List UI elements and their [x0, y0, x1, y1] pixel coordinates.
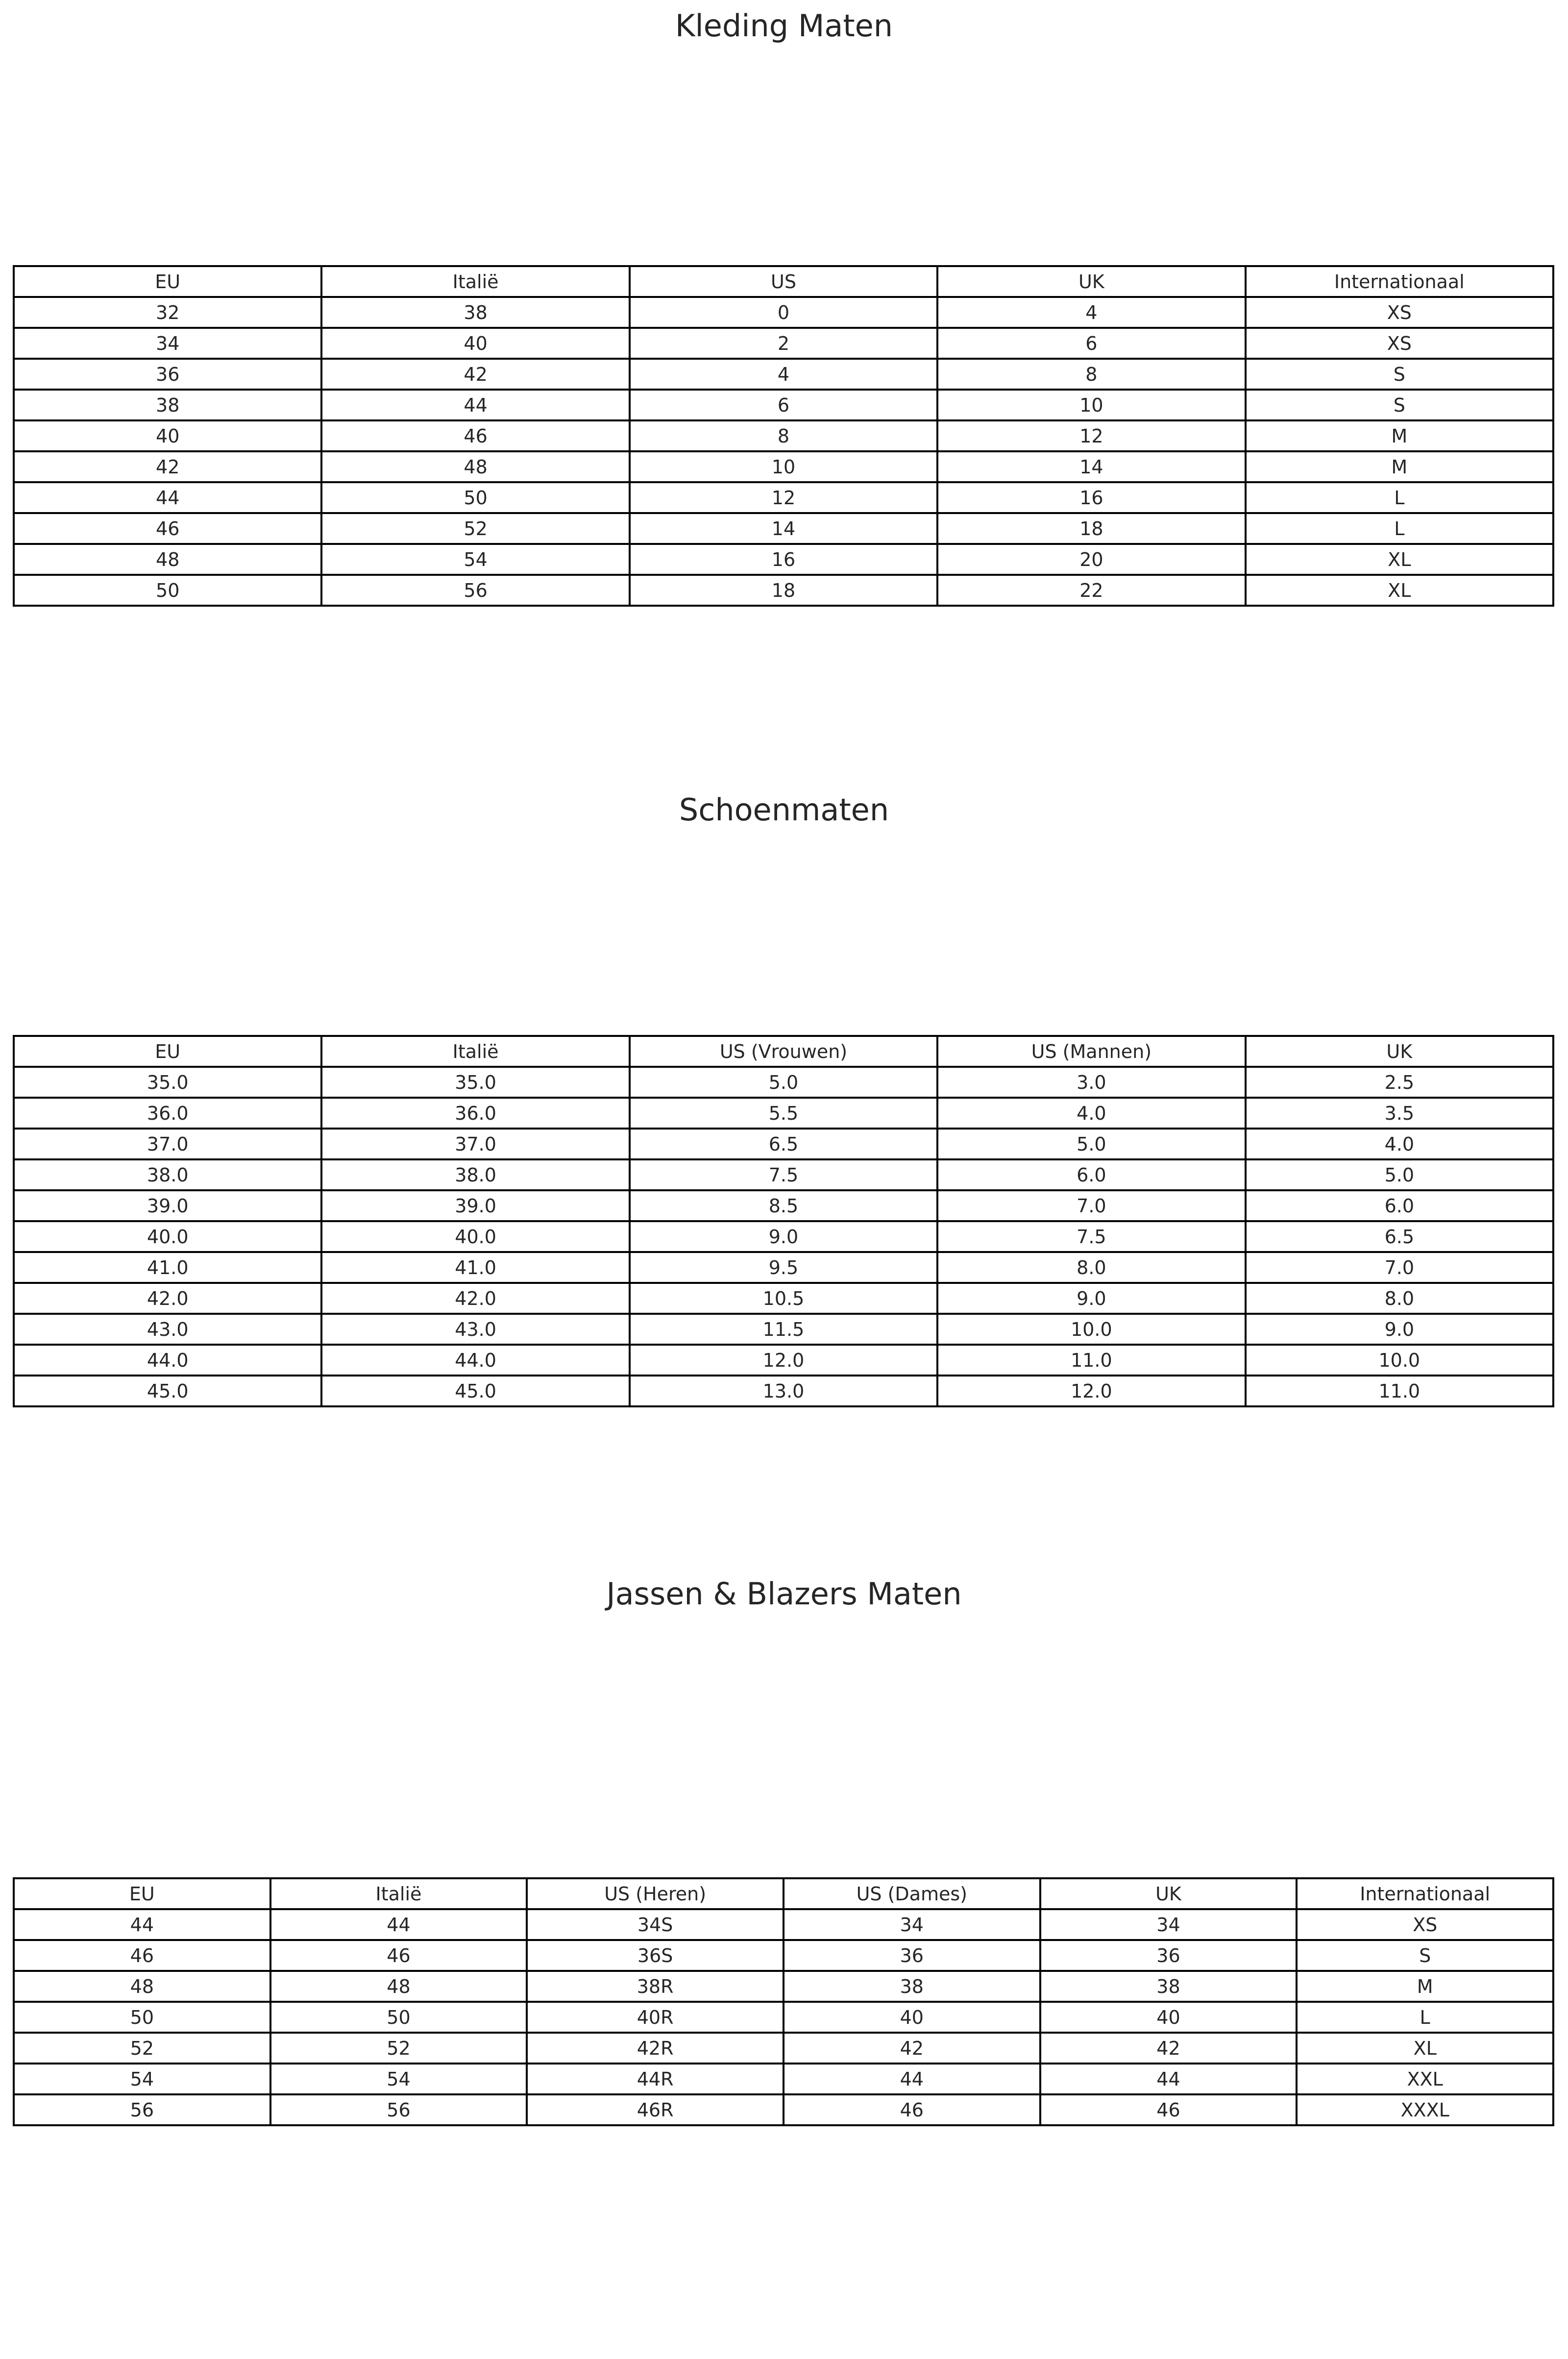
table-cell: 7.0	[937, 1190, 1245, 1221]
table-cell: 38	[14, 390, 321, 420]
table-cell: 37.0	[14, 1129, 321, 1159]
table-cell: 9.5	[630, 1252, 937, 1283]
table-row	[14, 2094, 1553, 2125]
table-row	[14, 2064, 1553, 2094]
table-cell: 41.0	[321, 1252, 629, 1283]
table-cell: 6.5	[1246, 1221, 1553, 1252]
table-row	[14, 1252, 1553, 1283]
table-cell: 50	[270, 2002, 527, 2033]
table-cell: 35.0	[321, 1067, 629, 1098]
clothing-table-header	[14, 266, 1553, 297]
table-cell: 39.0	[14, 1190, 321, 1221]
table-cell: 42R	[527, 2033, 784, 2064]
table-row	[14, 1221, 1553, 1252]
column-header: Internationaal	[1297, 1878, 1553, 1909]
table-cell: 34	[784, 1909, 1040, 1940]
table-cell: 56	[14, 2094, 270, 2125]
table-row	[14, 2033, 1553, 2064]
table-cell: 42	[321, 359, 629, 390]
table-cell: 46	[14, 513, 321, 544]
table-cell: 52	[14, 2033, 270, 2064]
table-row	[14, 513, 1553, 544]
table-cell: XS	[1246, 297, 1553, 328]
table-cell: 22	[937, 575, 1245, 606]
table-cell: 5.0	[1246, 1159, 1553, 1190]
jacket-table-body	[14, 1909, 1553, 2125]
table-cell: 9.0	[630, 1221, 937, 1252]
table-cell: 38	[784, 1971, 1040, 2002]
table-cell: 10.5	[630, 1283, 937, 1314]
table-row	[14, 390, 1553, 420]
clothing-sizes-title: Kleding Maten	[675, 8, 893, 44]
table-cell: 8	[630, 420, 937, 451]
table-cell: 12	[630, 482, 937, 513]
table-cell: 42.0	[321, 1283, 629, 1314]
table-cell: 36S	[527, 1940, 784, 1971]
table-cell: 50	[14, 2002, 270, 2033]
table-cell: 42	[14, 451, 321, 482]
table-cell: 56	[321, 575, 629, 606]
column-header: EU	[14, 1878, 270, 1909]
table-cell: 9.0	[1246, 1314, 1553, 1345]
table-row	[14, 328, 1553, 359]
table-cell: 46	[270, 1940, 527, 1971]
table-cell: 9.0	[937, 1283, 1245, 1314]
table-cell: 13.0	[630, 1376, 937, 1406]
table-cell: 45.0	[321, 1376, 629, 1406]
table-cell: 34	[14, 328, 321, 359]
shoe-table-body	[14, 1067, 1553, 1406]
header-row	[14, 1878, 1553, 1909]
table-cell: 52	[321, 513, 629, 544]
table-cell: 34	[1040, 1909, 1297, 1940]
header-row	[14, 1036, 1553, 1067]
table-cell: 41.0	[14, 1252, 321, 1283]
column-header: UK	[1246, 1036, 1553, 1067]
table-cell: 38	[1040, 1971, 1297, 2002]
table-cell: 40	[321, 328, 629, 359]
table-cell: 8.0	[937, 1252, 1245, 1283]
column-header: Italië	[321, 266, 629, 297]
table-cell: L	[1246, 482, 1553, 513]
table-cell: 50	[14, 575, 321, 606]
table-row	[14, 297, 1553, 328]
clothing-sizes-table	[13, 265, 1554, 607]
table-cell: 48	[321, 451, 629, 482]
table-cell: 40R	[527, 2002, 784, 2033]
table-cell: 18	[937, 513, 1245, 544]
table-cell: 11.5	[630, 1314, 937, 1345]
table-cell: 6.5	[630, 1129, 937, 1159]
table-row	[14, 1190, 1553, 1221]
table-cell: 44.0	[14, 1345, 321, 1376]
table-row	[14, 482, 1553, 513]
table-cell: XL	[1297, 2033, 1553, 2064]
table-cell: 48	[14, 544, 321, 575]
table-row	[14, 420, 1553, 451]
table-cell: 2.5	[1246, 1067, 1553, 1098]
table-cell: 54	[321, 544, 629, 575]
table-row	[14, 544, 1553, 575]
table-cell: 36.0	[14, 1098, 321, 1129]
clothing-table-body	[14, 297, 1553, 606]
table-cell: 38.0	[321, 1159, 629, 1190]
table-cell: 36	[784, 1940, 1040, 1971]
table-cell: 3.0	[937, 1067, 1245, 1098]
column-header: Internationaal	[1246, 266, 1553, 297]
table-row	[14, 1376, 1553, 1406]
column-header: UK	[937, 266, 1245, 297]
table-cell: 54	[14, 2064, 270, 2094]
table-row	[14, 1909, 1553, 1940]
jacket-sizes-title: Jassen & Blazers Maten	[606, 1576, 962, 1612]
table-cell: 52	[270, 2033, 527, 2064]
column-header: Italië	[270, 1878, 527, 1909]
table-row	[14, 1067, 1553, 1098]
column-header: EU	[14, 266, 321, 297]
table-cell: 38.0	[14, 1159, 321, 1190]
table-cell: 40.0	[14, 1221, 321, 1252]
table-cell: 36.0	[321, 1098, 629, 1129]
table-cell: 44	[14, 482, 321, 513]
table-cell: 12	[937, 420, 1245, 451]
table-cell: 40	[14, 420, 321, 451]
table-cell: 4.0	[1246, 1129, 1553, 1159]
table-cell: M	[1246, 420, 1553, 451]
table-cell: 35.0	[14, 1067, 321, 1098]
table-row	[14, 359, 1553, 390]
table-cell: 40.0	[321, 1221, 629, 1252]
table-cell: S	[1246, 390, 1553, 420]
table-row	[14, 575, 1553, 606]
column-header: UK	[1040, 1878, 1297, 1909]
table-cell: 0	[630, 297, 937, 328]
column-header: US (Heren)	[527, 1878, 784, 1909]
table-cell: 6	[630, 390, 937, 420]
table-cell: 11.0	[937, 1345, 1245, 1376]
table-cell: 38	[321, 297, 629, 328]
table-cell: 5.0	[630, 1067, 937, 1098]
column-header: US (Dames)	[784, 1878, 1040, 1909]
table-cell: 20	[937, 544, 1245, 575]
table-cell: 3.5	[1246, 1098, 1553, 1129]
table-cell: 32	[14, 297, 321, 328]
column-header: US (Vrouwen)	[630, 1036, 937, 1067]
table-cell: 16	[630, 544, 937, 575]
table-cell: 40	[784, 2002, 1040, 2033]
table-cell: 46	[784, 2094, 1040, 2125]
table-cell: XXL	[1297, 2064, 1553, 2094]
table-cell: 16	[937, 482, 1245, 513]
table-cell: 46	[14, 1940, 270, 1971]
table-cell: XL	[1246, 575, 1553, 606]
table-cell: 43.0	[321, 1314, 629, 1345]
column-header: US (Mannen)	[937, 1036, 1245, 1067]
table-cell: 10	[937, 390, 1245, 420]
table-cell: 2	[630, 328, 937, 359]
table-cell: 37.0	[321, 1129, 629, 1159]
table-cell: 44	[14, 1909, 270, 1940]
table-cell: 42	[784, 2033, 1040, 2064]
table-cell: 14	[630, 513, 937, 544]
table-cell: 8	[937, 359, 1245, 390]
table-cell: 42	[1040, 2033, 1297, 2064]
table-cell: S	[1246, 359, 1553, 390]
table-cell: 4	[937, 297, 1245, 328]
table-cell: 8.0	[1246, 1283, 1553, 1314]
table-cell: 44	[321, 390, 629, 420]
table-row	[14, 451, 1553, 482]
table-cell: 46	[1040, 2094, 1297, 2125]
table-cell: 50	[321, 482, 629, 513]
table-cell: 40	[1040, 2002, 1297, 2033]
table-cell: M	[1297, 1971, 1553, 2002]
table-cell: 7.5	[937, 1221, 1245, 1252]
table-row	[14, 1971, 1553, 2002]
shoe-table-header	[14, 1036, 1553, 1067]
table-cell: 44	[1040, 2064, 1297, 2094]
table-cell: 14	[937, 451, 1245, 482]
table-cell: 48	[270, 1971, 527, 2002]
jacket-sizes-table	[13, 1877, 1554, 2126]
table-cell: 12.0	[937, 1376, 1245, 1406]
table-cell: 7.0	[1246, 1252, 1553, 1283]
table-row	[14, 1159, 1553, 1190]
table-cell: 44R	[527, 2064, 784, 2094]
table-cell: 36	[1040, 1940, 1297, 1971]
table-row	[14, 1129, 1553, 1159]
table-cell: 48	[14, 1971, 270, 2002]
table-cell: S	[1297, 1940, 1553, 1971]
table-cell: 56	[270, 2094, 527, 2125]
table-cell: XL	[1246, 544, 1553, 575]
table-cell: 54	[270, 2064, 527, 2094]
table-cell: XS	[1297, 1909, 1553, 1940]
table-cell: 34S	[527, 1909, 784, 1940]
table-cell: 7.5	[630, 1159, 937, 1190]
table-cell: M	[1246, 451, 1553, 482]
table-cell: 38R	[527, 1971, 784, 2002]
column-header: Italië	[321, 1036, 629, 1067]
table-cell: L	[1297, 2002, 1553, 2033]
table-cell: 10	[630, 451, 937, 482]
table-cell: 4.0	[937, 1098, 1245, 1129]
table-cell: 46R	[527, 2094, 784, 2125]
table-cell: 44	[784, 2064, 1040, 2094]
table-cell: XS	[1246, 328, 1553, 359]
table-cell: 44.0	[321, 1345, 629, 1376]
jacket-table-header	[14, 1878, 1553, 1909]
table-cell: 8.5	[630, 1190, 937, 1221]
table-cell: 45.0	[14, 1376, 321, 1406]
column-header: US	[630, 266, 937, 297]
table-row	[14, 1098, 1553, 1129]
table-cell: 4	[630, 359, 937, 390]
header-row	[14, 266, 1553, 297]
table-cell: 43.0	[14, 1314, 321, 1345]
table-cell: 10.0	[1246, 1345, 1553, 1376]
table-cell: 5.5	[630, 1098, 937, 1129]
table-row	[14, 1283, 1553, 1314]
table-cell: 42.0	[14, 1283, 321, 1314]
table-cell: 46	[321, 420, 629, 451]
table-cell: 12.0	[630, 1345, 937, 1376]
shoe-sizes-title: Schoenmaten	[679, 792, 889, 828]
table-cell: XXXL	[1297, 2094, 1553, 2125]
table-cell: 6.0	[1246, 1190, 1553, 1221]
table-cell: L	[1246, 513, 1553, 544]
table-cell: 5.0	[937, 1129, 1245, 1159]
table-cell: 39.0	[321, 1190, 629, 1221]
table-row	[14, 1940, 1553, 1971]
table-cell: 44	[270, 1909, 527, 1940]
table-cell: 10.0	[937, 1314, 1245, 1345]
shoe-sizes-table	[13, 1035, 1554, 1407]
table-row	[14, 1314, 1553, 1345]
table-row	[14, 2002, 1553, 2033]
table-cell: 6	[937, 328, 1245, 359]
column-header: EU	[14, 1036, 321, 1067]
table-cell: 6.0	[937, 1159, 1245, 1190]
table-cell: 11.0	[1246, 1376, 1553, 1406]
table-cell: 36	[14, 359, 321, 390]
table-cell: 18	[630, 575, 937, 606]
table-row	[14, 1345, 1553, 1376]
